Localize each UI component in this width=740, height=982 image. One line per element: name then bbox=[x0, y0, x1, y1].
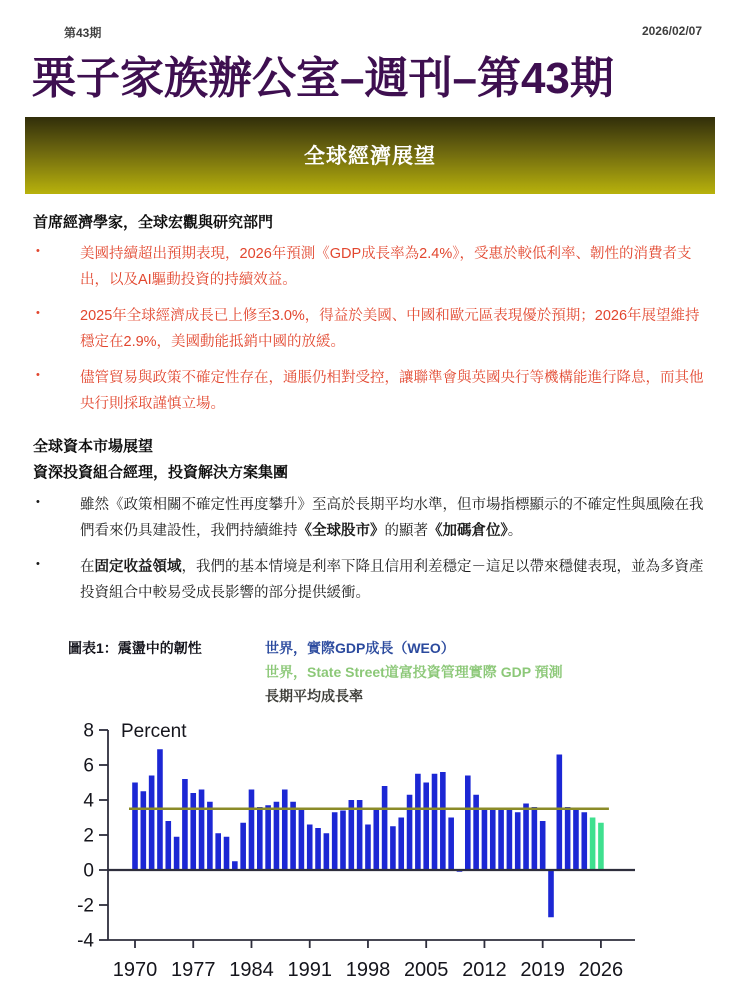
svg-text:1998: 1998 bbox=[345, 959, 391, 982]
svg-text:4: 4 bbox=[83, 790, 94, 812]
svg-text:2: 2 bbox=[83, 825, 94, 847]
figure-header bbox=[40, 636, 740, 708]
bullet-item bbox=[30, 554, 710, 606]
banner-title: 全球經濟展望 bbox=[304, 145, 436, 169]
date-label: 2026/02/07 bbox=[641, 24, 702, 38]
legend-entry-weo: 世界，實際GDP成長（WEO） bbox=[265, 639, 455, 656]
svg-text:-4: -4 bbox=[77, 930, 94, 952]
svg-text:2026: 2026 bbox=[578, 959, 624, 982]
bullet-item bbox=[30, 365, 710, 417]
economist-heading: 首席經濟學家，全球宏觀與研究部門 bbox=[33, 213, 274, 231]
svg-text:6: 6 bbox=[83, 755, 94, 777]
section-banner bbox=[25, 117, 715, 194]
bullet-text: 在固定收益領域，我們的基本情境是利率下降且信用利差穩定－這足以帶來穩健表現，並為多資產投資組合中較易受成長影響的部分提供緩衝。 bbox=[80, 558, 704, 601]
markets-section bbox=[30, 436, 710, 606]
bullet-item bbox=[30, 492, 710, 544]
bullet-text: 儘管貿易與政策不確定性存在，通脹仍相對受控，讓聯準會與英國央行等機構能進行降息，而其他央行則採取謹慎立場。 bbox=[80, 370, 704, 413]
svg-text:2005: 2005 bbox=[403, 959, 449, 982]
legend-entry-average: 長期平均成長率 bbox=[265, 688, 363, 705]
markets-bullet-list bbox=[30, 492, 710, 606]
svg-text:8: 8 bbox=[83, 720, 94, 742]
svg-text:1984: 1984 bbox=[229, 959, 274, 982]
bullet-text: 2025年全球經濟成長已上修至3.0%，得益於美國、中國和歐元區表現優於預期；2026年展望維持穩定在2.9%，美國動能抵銷中國的放緩。 bbox=[80, 308, 700, 351]
markets-heading: 全球資本市場展望 bbox=[33, 437, 154, 455]
svg-text:-2: -2 bbox=[77, 895, 94, 917]
markets-subheading: 資深投資組合經理，投資解決方案集團 bbox=[33, 464, 289, 482]
chart-legend bbox=[265, 636, 563, 708]
svg-text:0: 0 bbox=[83, 860, 94, 882]
economist-section bbox=[30, 212, 710, 418]
legend-entry-forecast: 世界，State Street道富投資管理實際 GDP 預測 bbox=[265, 664, 563, 681]
gdp-bar-chart bbox=[40, 714, 700, 982]
body-content bbox=[0, 212, 740, 606]
economist-bullet-list bbox=[30, 241, 710, 418]
page-title: 栗子家族辦公室–週刊–第43期 bbox=[32, 54, 614, 103]
bullet-text: 美國持續超出預期表現，2026年預測《GDP成長率為2.4%》，受惠於較低利率、韌性的消費者支出，以及AI驅動投資的持續效益。 bbox=[80, 246, 692, 289]
bullet-item bbox=[30, 303, 710, 355]
issue-label: 第43期 bbox=[64, 26, 102, 40]
figure-title: 圖表1：震盪中的韌性 bbox=[68, 639, 202, 656]
svg-text:1991: 1991 bbox=[287, 959, 332, 982]
svg-text:Percent: Percent bbox=[121, 721, 187, 743]
svg-text:2012: 2012 bbox=[462, 959, 507, 982]
figure-1 bbox=[40, 636, 740, 982]
bullet-item bbox=[30, 241, 710, 293]
page-header bbox=[0, 0, 740, 41]
svg-text:2019: 2019 bbox=[520, 959, 565, 982]
bullet-text: 雖然《政策相關不確定性再度攀升》至高於長期平均水準，但市場指標顯示的不確定性與風險在我們看來仍具建設性，我們持續維持《全球股市》的顯著《加碼倉位》。 bbox=[80, 496, 704, 539]
svg-text:1977: 1977 bbox=[170, 959, 216, 982]
svg-text:1970: 1970 bbox=[112, 959, 158, 982]
